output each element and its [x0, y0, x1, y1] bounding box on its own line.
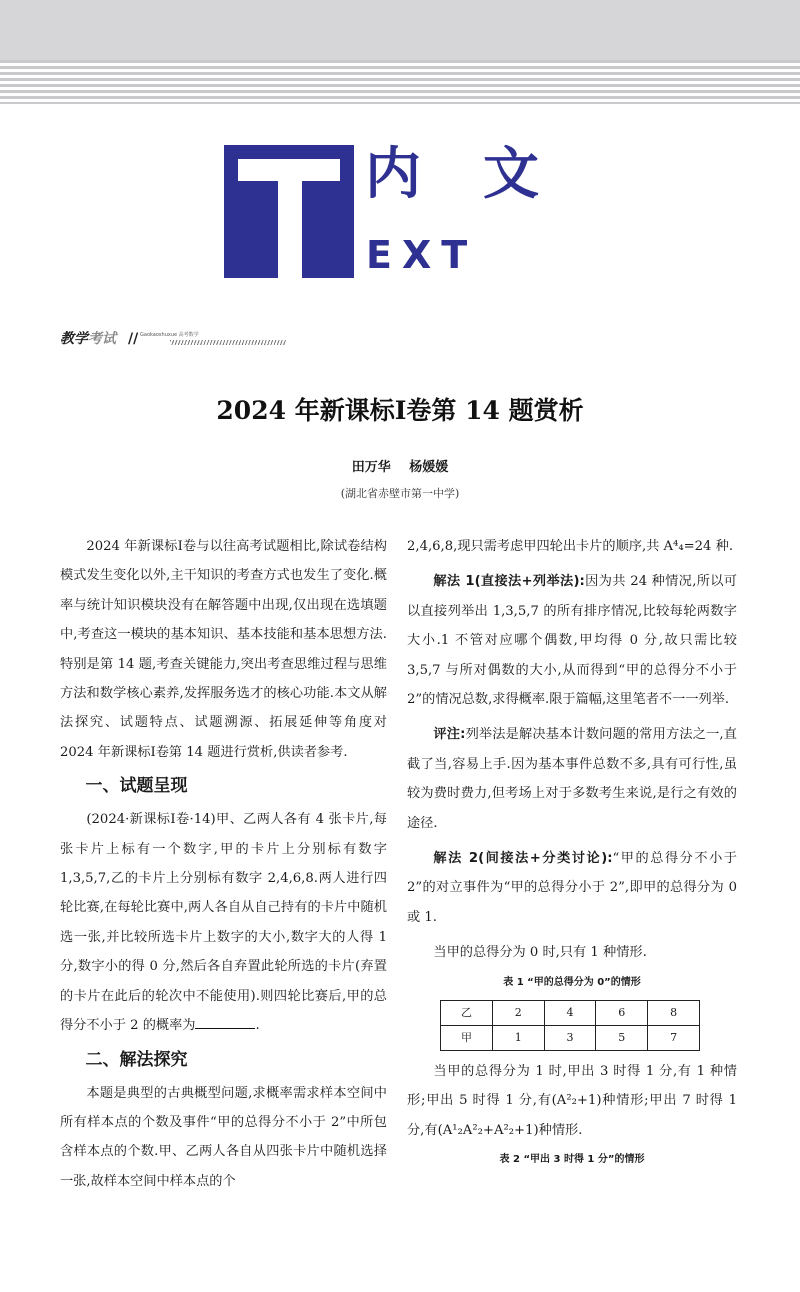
right-column: [407, 532, 737, 1177]
method2-paragraph: [407, 844, 737, 932]
article-affiliation: (湖北省赤壁市第一中学): [340, 487, 460, 500]
section-heading-1: 一、试题呈现: [85, 776, 188, 797]
column-name-light: 考试: [88, 331, 116, 347]
column-subtitle: Gaokaoshuxue 高考数学: [140, 332, 199, 338]
header-stripes: [0, 60, 800, 104]
problem-paragraph: [60, 805, 387, 1040]
table1-caption: 表 1 “甲的总得分为 0”的情形: [503, 976, 641, 988]
table-row: [441, 1000, 700, 1025]
article-title: 2024 年新课标Ⅰ卷第 14 题赏析: [216, 396, 584, 425]
table-cell: 5: [596, 1025, 648, 1050]
method2-text: “甲的总得分不小于 2”的对立事件为“甲的总得分小于 2”,即甲的总得分为 0 或 1.: [407, 851, 737, 925]
analysis-paragraph: 本题是典型的古典概型问题,求概率需求样本空间中所有样本点的个数及事件“甲的总得分不小于 2”中所包含样本点的个数.甲、乙两人各自从四张卡片中随机选择一张,故样本空间中样本点的个: [60, 1085, 387, 1189]
continuation-paragraph: 2,4,6,8,现只需考虑甲四轮出卡片的顺序,共 A⁴₄=24 种.: [407, 539, 734, 554]
table-cell: 3: [544, 1025, 596, 1050]
column-slash: //: [128, 331, 139, 347]
section-heading-2: 二、解法探究: [85, 1049, 188, 1070]
problem-text: (2024·新课标Ⅰ卷·14)甲、乙两人各有 4 张卡片,每张卡片上标有一个数字,甲的卡片上分别标有数字 1,3,5,7,乙的卡片上分别标有数字 2,4,6,8.两人进行四轮比赛,在每轮比赛中,两人各自从自己持有的卡片中随机选一张,并比较所选卡片上数字的大小,数字大的人得 1 分,数字小的得 0 分,然后各自弃置此轮所选的卡片(弃置的卡片在此后的轮次中不能使用).则四轮比赛后,甲的总得分不小于 2 的概率为: [60, 812, 387, 1034]
comment-label: 评注:: [433, 727, 466, 743]
table-cell: 甲: [441, 1025, 493, 1050]
comment-text: 列举法是解决基本计数问题的常用方法之一,直截了当,容易上手.因为基本事件总数不多,具有可行性,虽较为费时费力,但考场上对于多数考生来说,是行之有效的途径.: [407, 727, 737, 831]
answer-blank: [195, 1014, 255, 1029]
column-header: [60, 330, 460, 348]
table-row: [441, 1025, 700, 1050]
table-cell: 6: [596, 1000, 648, 1025]
header-band: [0, 0, 800, 60]
table-cell: 8: [648, 1000, 700, 1025]
method1-label: 解法 1(直接法+列举法):: [433, 574, 585, 590]
intro-paragraph: 2024 年新课标Ⅰ卷与以往高考试题相比,除试卷结构模式发生变化以外,主干知识的考查方式也发生了变化.概率与统计知识模块没有在解答题中出现,仅出现在选填题中,考查这一模块的基本知识、基本技能和基本思想方法.特别是第 14 题,考查关键能力,突出考查思维过程与思维方法和数学核心素养,发挥服务选才的核心功能.本文从解法探究、试题特点、试题溯源、拓展延伸等角度对 2024 年新课标Ⅰ卷第 14 题进行赏析,供读者参考.: [60, 539, 387, 760]
method2-label: 解法 2(间接法+分类讨论):: [433, 851, 613, 867]
table-cell: 2: [492, 1000, 544, 1025]
problem-end: .: [255, 1018, 260, 1034]
column-name-dark: 教学: [60, 331, 88, 347]
method1-text: 因为共 24 种情况,所以可以直接列举出 1,3,5,7 的所有排序情况,比较每轮两数字大小.1 不管对应哪个偶数,甲均得 0 分,故只需比较 3,5,7 与所对偶数的大小,从而得到“甲的总得分不小于 2”的情况总数,求得概率.限于篇幅,这里笔者不一一列举.: [407, 574, 737, 708]
case0-paragraph: 当甲的总得分为 0 时,只有 1 种情形.: [433, 945, 647, 961]
method1-paragraph: [407, 567, 737, 714]
logo-t-stem: [278, 181, 302, 278]
table-cell: 乙: [441, 1000, 493, 1025]
column-name: [60, 330, 116, 348]
logo-t-bar: [238, 159, 340, 181]
case1-paragraph: 当甲的总得分为 1 时,甲出 3 时得 1 分,有 1 种情形;甲出 5 时得 1 分,有(A²₂+1)种情形;甲出 7 时得 1 分,有(A¹₂A²₂+A²₂+1)种情形.: [407, 1063, 737, 1138]
table-cell: 1: [492, 1025, 544, 1050]
left-column: [60, 532, 387, 1196]
comment-paragraph: [407, 720, 737, 838]
logo-title-cn: 内文: [365, 142, 601, 207]
logo-title-en: EXT: [366, 233, 478, 277]
table1: [440, 1000, 700, 1051]
column-rule: [170, 340, 286, 345]
table2-caption: 表 2 “甲出 3 时得 1 分”的情形: [499, 1153, 645, 1165]
article-authors: 田万华 杨媛媛: [351, 460, 449, 475]
table-cell: 7: [648, 1025, 700, 1050]
table-cell: 4: [544, 1000, 596, 1025]
logo-t-block: [224, 145, 354, 278]
